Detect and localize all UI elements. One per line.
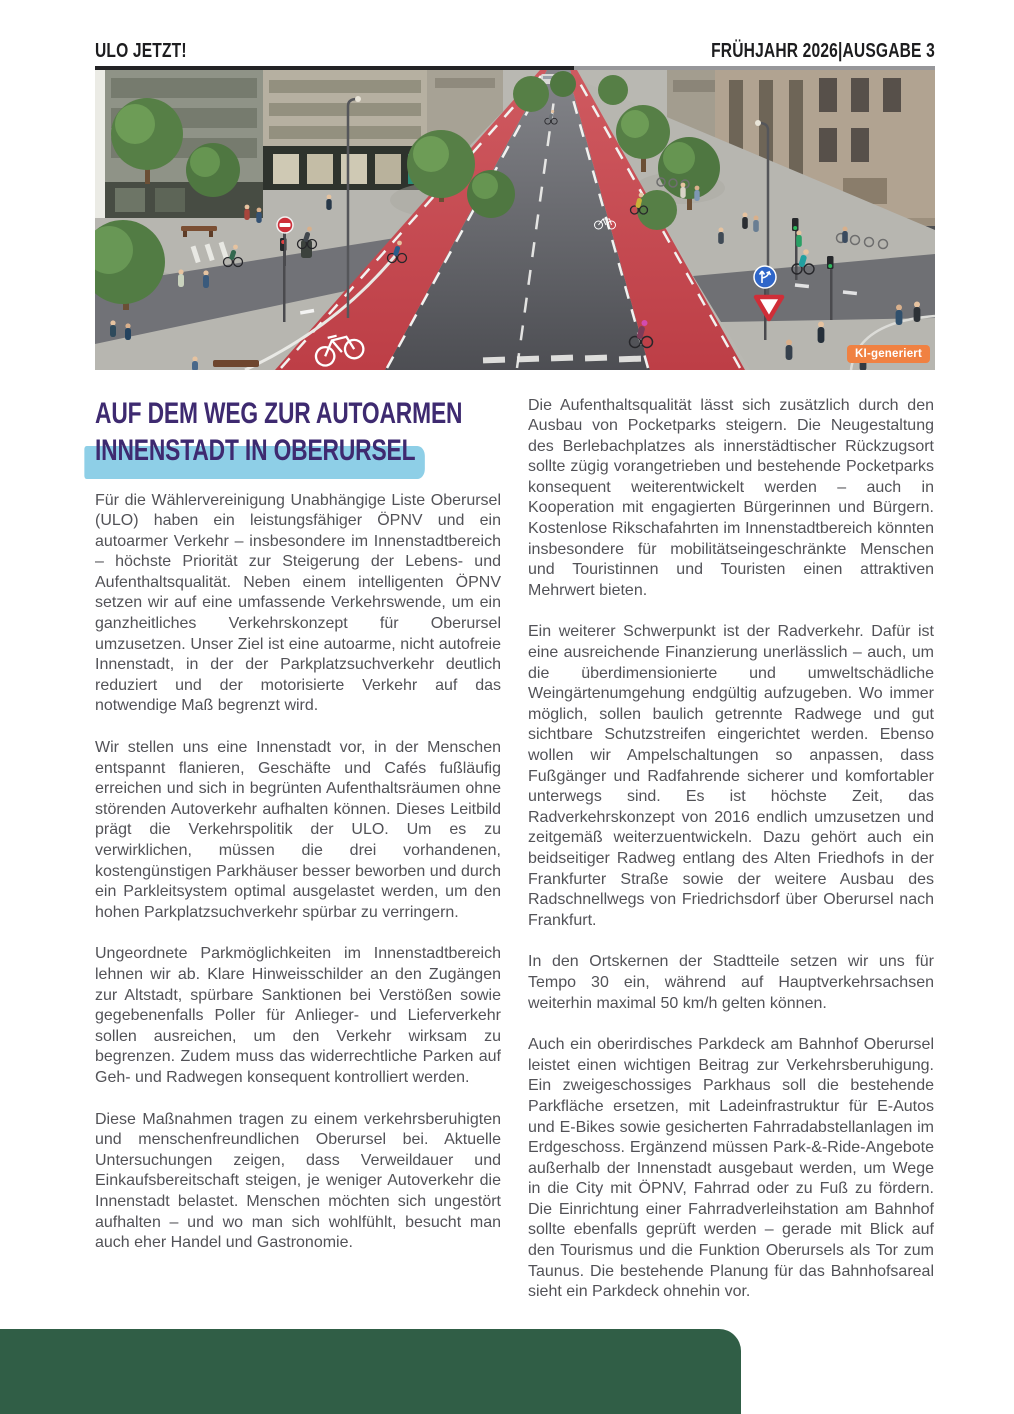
article-paragraph: Ungeordnete Parkmöglichkeiten im Innenstadtbereich lehnen wir ab. Klare Hinweisschilder an den Zugängen zur Altstadt, spürbare Sanktionen bei Verstößen sowie gegebenenfalls Poller für Anlieger- und Lieferverkehr sollen ausreichen, um den Verkehr wirksam zu begrenzen. Zudem muss das widerrechtliche Parken auf Geh- und Radwegen konsequent kontrolliert werden. bbox=[95, 945, 501, 1086]
ai-generated-badge: KI-generiert bbox=[847, 345, 930, 363]
article-paragraph: Wir stellen uns eine Innenstadt vor, in der Menschen entspannt flanieren, Geschäfte und Cafés fußläufig erreichen und sich in begrünten Aufenthaltsräumen ohne störenden Autoverkehr aufhalten können. Dieses Leitbild prägt die Verkehrspolitik der ULO. Um es zu verwirklichen, müssen die drei vorhandenen, kostengünstigen Parkhäuser besser beworben und durch ein Parkleitsystem optimal ausgelastet werden, um den hohen Parkplatzsuchverkehr spürbar zu verringern. bbox=[95, 739, 501, 921]
title-line-1: AUF DEM WEG ZUR AUTOARMEN bbox=[95, 396, 463, 430]
article-paragraph: Diese Maßnahmen tragen zu einem verkehrsberuhigten und menschenfreundlichen Oberursel bei. Aktuelle Untersuchungen zeigen, dass Verweildauer und Einkaufsbereitschaft steigen, je weniger Autoverkehr die Innenstadt belastet. Menschen möchten sich ungestört aufhalten – und wo man sich wohlfühlt, besucht man auch eher Handel und Gastronomie. bbox=[95, 1110, 501, 1252]
article-title bbox=[95, 396, 501, 469]
article-paragraph: In den Ortskernen der Stadtteile setzen wir uns für Tempo 30 ein, während auf Hauptverkehrsachsen weiterhin maximal 50 km/h gelten können. bbox=[528, 953, 934, 1012]
street-photo-illustration bbox=[95, 70, 935, 370]
title-line-2: INNENSTADT IN OBERURSEL bbox=[95, 433, 415, 469]
article-paragraph: Für die Wählervereinigung Unabhängige Liste Oberursel (ULO) haben ein leistungsfähiger ÖPNV und ein autoarmer Verkehr – insbesondere im Innenstadtbereich – höchste Priorität zur Steigerung der Lebens- und Aufenthaltsqualität. Neben einem intelligenten ÖPNV setzen wir auf eine umfassende Verkehrswende, um ein ganzheitliches Verkehrskonzept für Oberursel umzusetzen. Unser Ziel ist eine autoarme, nicht autofreie Innenstadt, in der der Parkplatzsuchverkehr deutlich reduziert und der motorisierte Verkehr auf das notwendige Maß begrenzt wird. bbox=[95, 491, 501, 715]
article-paragraph: Ein weiterer Schwerpunkt ist der Radverkehr. Dafür ist eine ausreichende Finanzierung unerlässlich – auch, um die überdimensionierte und umweltschädliche Weingärtenumgehung endgültig aufzugeben. Wo immer möglich, sollen baulich getrennte Radwege und gut sichtbare Schutzstreifen eingerichtet werden. Ebenso wollen wir Ampelschaltungen so anpassen, dass Fußgänger und Radfahrende sicherer und komfortabler unterwegs sind. Es ist höchste Zeit, das Radverkehrskonzept von 2016 endlich umzusetzen und zeitgemäß weiterzuentwickeln. Dazu gehört auch ein beidseitiger Radweg entlang des Alten Friedhofs in der Frankfurter Straße sowie der weitere Ausbau des Radschnellwegs von Friedrichsdorf über Oberursel nach Frankfurt. bbox=[528, 623, 934, 929]
column-right bbox=[528, 396, 934, 1324]
column-left bbox=[95, 396, 501, 1324]
shops-building bbox=[263, 70, 427, 190]
article-paragraph: Die Aufenthaltsqualität lässt sich zusätzlich durch den Ausbau von Pocketparks steigern. Die Neugestaltung des Berlebachplatzes als innerstädtischer Rückzugsort sollte zügig vorangetrieben und bestehende Pocketparks konsequent weiterentwickelt werden – auch in Kooperation mit engagierten Bürgerinnen und Bürgern. Kostenlose Rikschafahrten im Innenstadtbereich könnten insbesondere für mobilitätseingeschränkte Menschen und Touristinnen und Touristen einen attraktiven Mehrwert bieten. bbox=[528, 396, 934, 599]
footer-accent-bar bbox=[0, 1329, 741, 1414]
masthead-issue: FRÜHJAHR 2026|AUSGABE 3 bbox=[711, 40, 935, 62]
hero-figure bbox=[95, 70, 935, 370]
masthead-title: ULO JETZT! bbox=[95, 40, 187, 62]
article bbox=[0, 370, 1014, 1324]
masthead bbox=[0, 0, 1014, 63]
article-paragraph: Auch ein oberirdisches Parkdeck am Bahnhof Oberursel leistet einen wichtigen Beitrag zur Verkehrsberuhigung. Ein zweigeschossiges Parkhaus soll die bestehende Parkfläche ersetzen, mit Ladeinfrastruktur für E-Autos und E-Bikes sowie gesicherten Fahrradabstellanlagen im Erdgeschoss. Ergänzend müssen Park-&-Ride-Angebote außerhalb der Innenstadt ausgebaut werden, um Wege in die City mit ÖPNV, Fahrrad oder zu Fuß zu fördern. Die Einrichtung einer Fahrradverleihstation am Bahnhof sollte ebenfalls geprüft werden – gerade mit Blick auf den Tourismus und die Funktion Oberursels als Tor zum Taunus. Die bestehende Planung für das Bahnhofsareal sieht ein Parkdeck ohnehin vor. bbox=[528, 1036, 934, 1301]
